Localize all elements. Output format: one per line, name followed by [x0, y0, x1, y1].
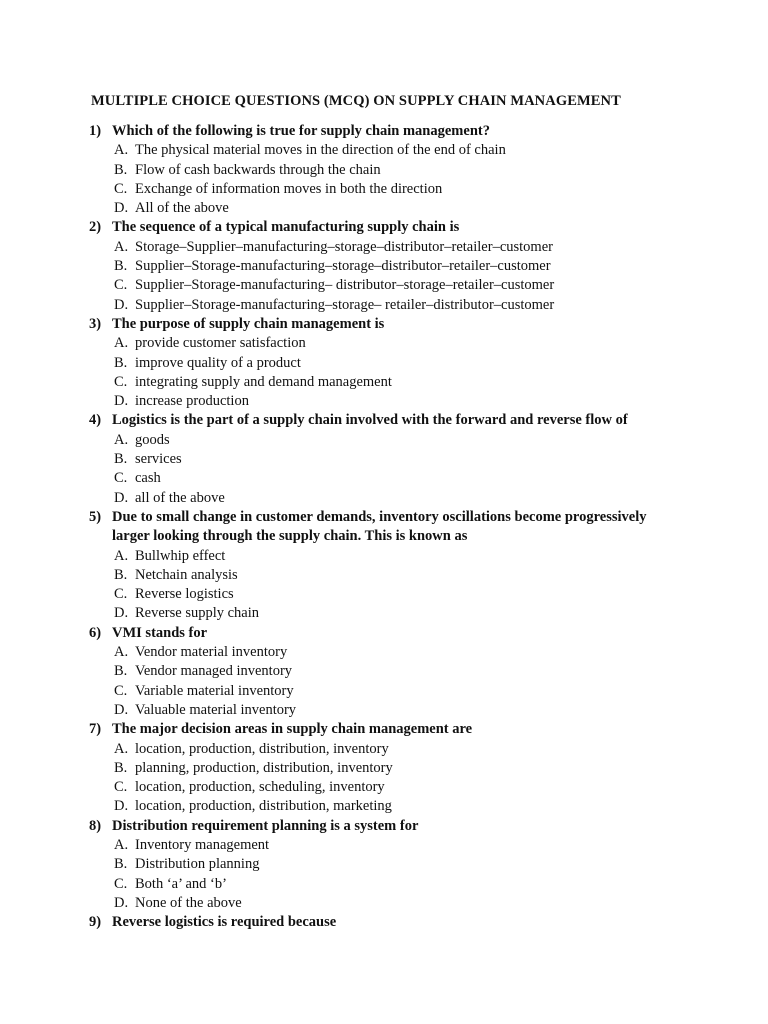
option-letter: D. — [114, 200, 129, 217]
option-d — [0, 199, 768, 218]
option-text: Both ‘a’ and ‘b’ — [135, 875, 227, 892]
option-letter: B. — [114, 258, 128, 275]
question-text: Due to small change in customer demands, inventory oscillations become progressively larger looking through the supply chain. This is known as — [112, 508, 647, 545]
question-9 — [0, 913, 768, 932]
option-text: provide customer satisfaction — [135, 335, 306, 352]
question-number: 5) — [89, 508, 102, 525]
question-6 — [0, 624, 768, 720]
option-b — [0, 759, 768, 778]
option-text: Netchain analysis — [135, 566, 238, 583]
option-text: Variable material inventory — [135, 682, 294, 699]
option-letter: A. — [114, 644, 129, 661]
option-text: Reverse logistics — [135, 586, 234, 603]
option-text: improve quality of a product — [135, 354, 301, 371]
question-text: Logistics is the part of a supply chain involved with the forward and reverse flow of — [112, 412, 628, 429]
option-text: Inventory management — [135, 836, 270, 853]
option-letter: D. — [114, 393, 129, 410]
option-text: Flow of cash backwards through the chain — [135, 161, 381, 178]
option-text: location, production, distribution, marketing — [135, 798, 392, 815]
option-c — [0, 682, 768, 701]
option-b — [0, 354, 768, 373]
option-d — [0, 296, 768, 315]
option-b — [0, 566, 768, 585]
option-a — [0, 740, 768, 759]
question-4 — [0, 411, 768, 507]
question-number: 9) — [89, 914, 102, 931]
question-number: 8) — [89, 817, 102, 834]
option-letter: C. — [114, 779, 128, 796]
option-c — [0, 373, 768, 392]
question-header — [0, 411, 768, 430]
option-letter: B. — [114, 663, 128, 680]
option-letter: C. — [114, 586, 128, 603]
option-text: increase production — [135, 393, 249, 410]
option-text: Vendor material inventory — [135, 644, 288, 661]
question-3 — [0, 315, 768, 411]
question-header — [0, 122, 768, 141]
option-letter: A. — [114, 431, 129, 448]
option-b — [0, 161, 768, 180]
question-header — [0, 720, 768, 739]
option-text: All of the above — [135, 200, 229, 217]
option-letter: D. — [114, 296, 129, 313]
option-c — [0, 180, 768, 199]
option-letter: B. — [114, 856, 128, 873]
option-c — [0, 276, 768, 295]
question-1 — [0, 122, 768, 218]
option-letter: C. — [114, 373, 128, 390]
option-b — [0, 855, 768, 874]
option-text: Storage–Supplier–manufacturing–storage–distributor–retailer–customer — [135, 238, 553, 255]
option-text: Exchange of information moves in both the direction — [135, 180, 443, 197]
option-letter: C. — [114, 277, 128, 294]
question-text: VMI stands for — [112, 624, 208, 641]
option-letter: D. — [114, 605, 129, 622]
question-number: 3) — [89, 315, 102, 332]
option-text: location, production, distribution, inventory — [135, 740, 389, 757]
option-text: planning, production, distribution, inventory — [135, 759, 393, 776]
question-number: 4) — [89, 412, 102, 429]
option-letter: B. — [114, 354, 128, 371]
option-letter: A. — [114, 836, 129, 853]
option-a — [0, 836, 768, 855]
option-letter: B. — [114, 759, 128, 776]
option-letter: C. — [114, 180, 128, 197]
question-8 — [0, 817, 768, 913]
question-text: The purpose of supply chain management is — [112, 315, 385, 332]
option-letter: A. — [114, 547, 129, 564]
option-a — [0, 334, 768, 353]
question-number: 1) — [89, 123, 102, 139]
option-c — [0, 875, 768, 894]
option-text: integrating supply and demand management — [135, 373, 392, 390]
option-text: Supplier–Storage-manufacturing– distributor–storage–retailer–customer — [135, 277, 555, 294]
option-letter: D. — [114, 894, 129, 911]
option-a — [0, 431, 768, 450]
question-header — [0, 817, 768, 836]
question-list — [0, 122, 768, 932]
option-text: Valuable material inventory — [135, 701, 297, 718]
option-text: services — [135, 451, 182, 468]
option-b — [0, 257, 768, 276]
option-letter: D. — [114, 489, 129, 506]
question-header — [0, 913, 768, 932]
option-text: Vendor managed inventory — [135, 663, 293, 680]
option-d — [0, 797, 768, 816]
option-text: all of the above — [135, 489, 225, 506]
question-text: Which of the following is true for supply chain management? — [112, 123, 490, 139]
question-header — [0, 218, 768, 237]
option-letter: C. — [114, 470, 128, 487]
option-a — [0, 547, 768, 566]
question-text: The sequence of a typical manufacturing supply chain is — [112, 219, 460, 236]
option-c — [0, 469, 768, 488]
option-text: Distribution planning — [135, 856, 260, 873]
question-number: 6) — [89, 624, 102, 641]
question-text: The major decision areas in supply chain management are — [112, 721, 473, 738]
option-text: Supplier–Storage-manufacturing–storage– retailer–distributor–customer — [135, 296, 555, 313]
option-letter: D. — [114, 798, 129, 815]
option-b — [0, 450, 768, 469]
option-text: location, production, scheduling, inventory — [135, 779, 385, 796]
option-text: The physical material moves in the direction of the end of chain — [135, 142, 506, 159]
question-5 — [0, 508, 768, 624]
question-7 — [0, 720, 768, 816]
option-letter: C. — [114, 682, 128, 699]
option-text: cash — [135, 470, 161, 487]
option-letter: B. — [114, 451, 128, 468]
option-letter: C. — [114, 875, 128, 892]
option-d — [0, 392, 768, 411]
option-text: Reverse supply chain — [135, 605, 260, 622]
option-letter: A. — [114, 740, 129, 757]
option-letter: A. — [114, 335, 129, 352]
option-letter: A. — [114, 142, 129, 159]
option-a — [0, 643, 768, 662]
question-header — [0, 508, 768, 547]
option-d — [0, 701, 768, 720]
option-d — [0, 489, 768, 508]
question-number: 7) — [89, 721, 102, 738]
option-text: Bullwhip effect — [135, 547, 226, 564]
option-a — [0, 141, 768, 160]
option-c — [0, 585, 768, 604]
option-b — [0, 662, 768, 681]
option-letter: D. — [114, 701, 129, 718]
question-number: 2) — [89, 219, 102, 236]
question-text: Distribution requirement planning is a system for — [112, 817, 419, 834]
question-header — [0, 315, 768, 334]
question-2 — [0, 218, 768, 314]
option-a — [0, 238, 768, 257]
question-header — [0, 624, 768, 643]
option-letter: A. — [114, 238, 129, 255]
option-text: None of the above — [135, 894, 242, 911]
page-title: MULTIPLE CHOICE QUESTIONS (MCQ) ON SUPPLY CHAIN MANAGEMENT — [91, 93, 621, 109]
option-d — [0, 604, 768, 623]
option-letter: B. — [114, 161, 128, 178]
option-text: goods — [135, 431, 170, 448]
option-d — [0, 894, 768, 913]
option-text: Supplier–Storage-manufacturing–storage–distributor–retailer–customer — [135, 258, 551, 275]
option-c — [0, 778, 768, 797]
question-text: Reverse logistics is required because — [112, 914, 337, 931]
option-letter: B. — [114, 566, 128, 583]
